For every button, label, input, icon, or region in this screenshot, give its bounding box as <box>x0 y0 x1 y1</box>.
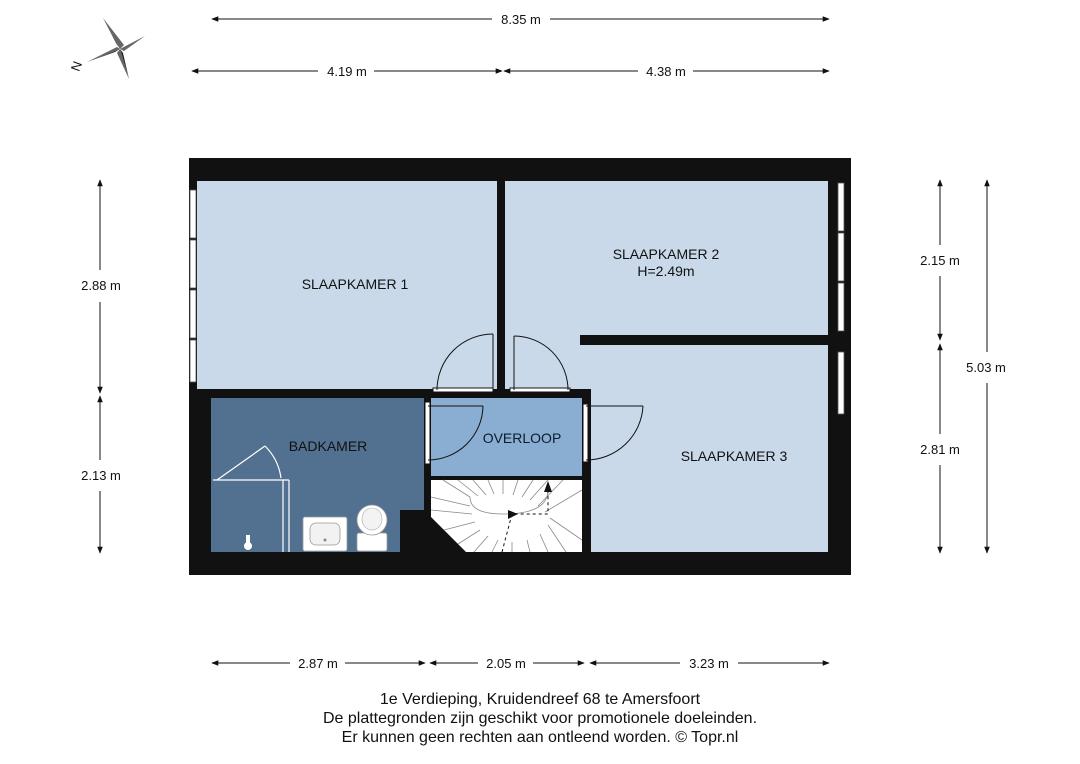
dim-right-upper: 2.15 m <box>920 253 960 268</box>
label-slaapkamer-3: SLAAPKAMER 3 <box>680 448 788 464</box>
label-slaapkamer-1: SLAAPKAMER 1 <box>301 276 409 292</box>
dim-top-left: 4.19 m <box>327 64 367 79</box>
dim-right-total: 5.03 m <box>966 360 1006 375</box>
compass-rose-icon <box>68 18 145 79</box>
left-dimensions <box>81 180 121 553</box>
slaapkamer-2-cutout <box>580 335 851 345</box>
footer-line-2: De plattegronden zijn geschikt voor promotionele doeleinden. <box>322 710 758 727</box>
top-dimensions <box>192 12 829 79</box>
dim-right-lower: 2.81 m <box>920 442 960 457</box>
label-badkamer: BADKAMER <box>288 438 368 454</box>
badkamer-corner-wall <box>400 510 424 552</box>
dim-bottom-middle: 2.05 m <box>486 656 526 671</box>
bottom-dimensions <box>212 656 829 671</box>
sink-icon <box>303 517 347 551</box>
dim-top-total: 8.35 m <box>501 12 541 27</box>
label-slaapkamer-2: SLAAPKAMER 2 <box>612 246 720 262</box>
footer-line-3: Er kunnen geen rechten aan ontleend worden. © Topr.nl <box>341 729 739 746</box>
dim-left-upper: 2.88 m <box>81 278 121 293</box>
footer-line-1: 1e Verdieping, Kruidendreef 68 te Amersfoort <box>379 691 701 708</box>
label-overloop: OVERLOOP <box>482 430 562 446</box>
right-dimensions <box>920 180 1006 553</box>
dim-bottom-left: 2.87 m <box>298 656 338 671</box>
label-slaapkamer-2-height: H=2.49m <box>637 263 695 279</box>
dim-bottom-right: 3.23 m <box>689 656 729 671</box>
dim-left-lower: 2.13 m <box>81 468 121 483</box>
north-label: N <box>67 59 86 74</box>
footer-caption <box>0 690 1080 747</box>
dim-top-right: 4.38 m <box>646 64 686 79</box>
toilet-icon <box>357 505 387 551</box>
